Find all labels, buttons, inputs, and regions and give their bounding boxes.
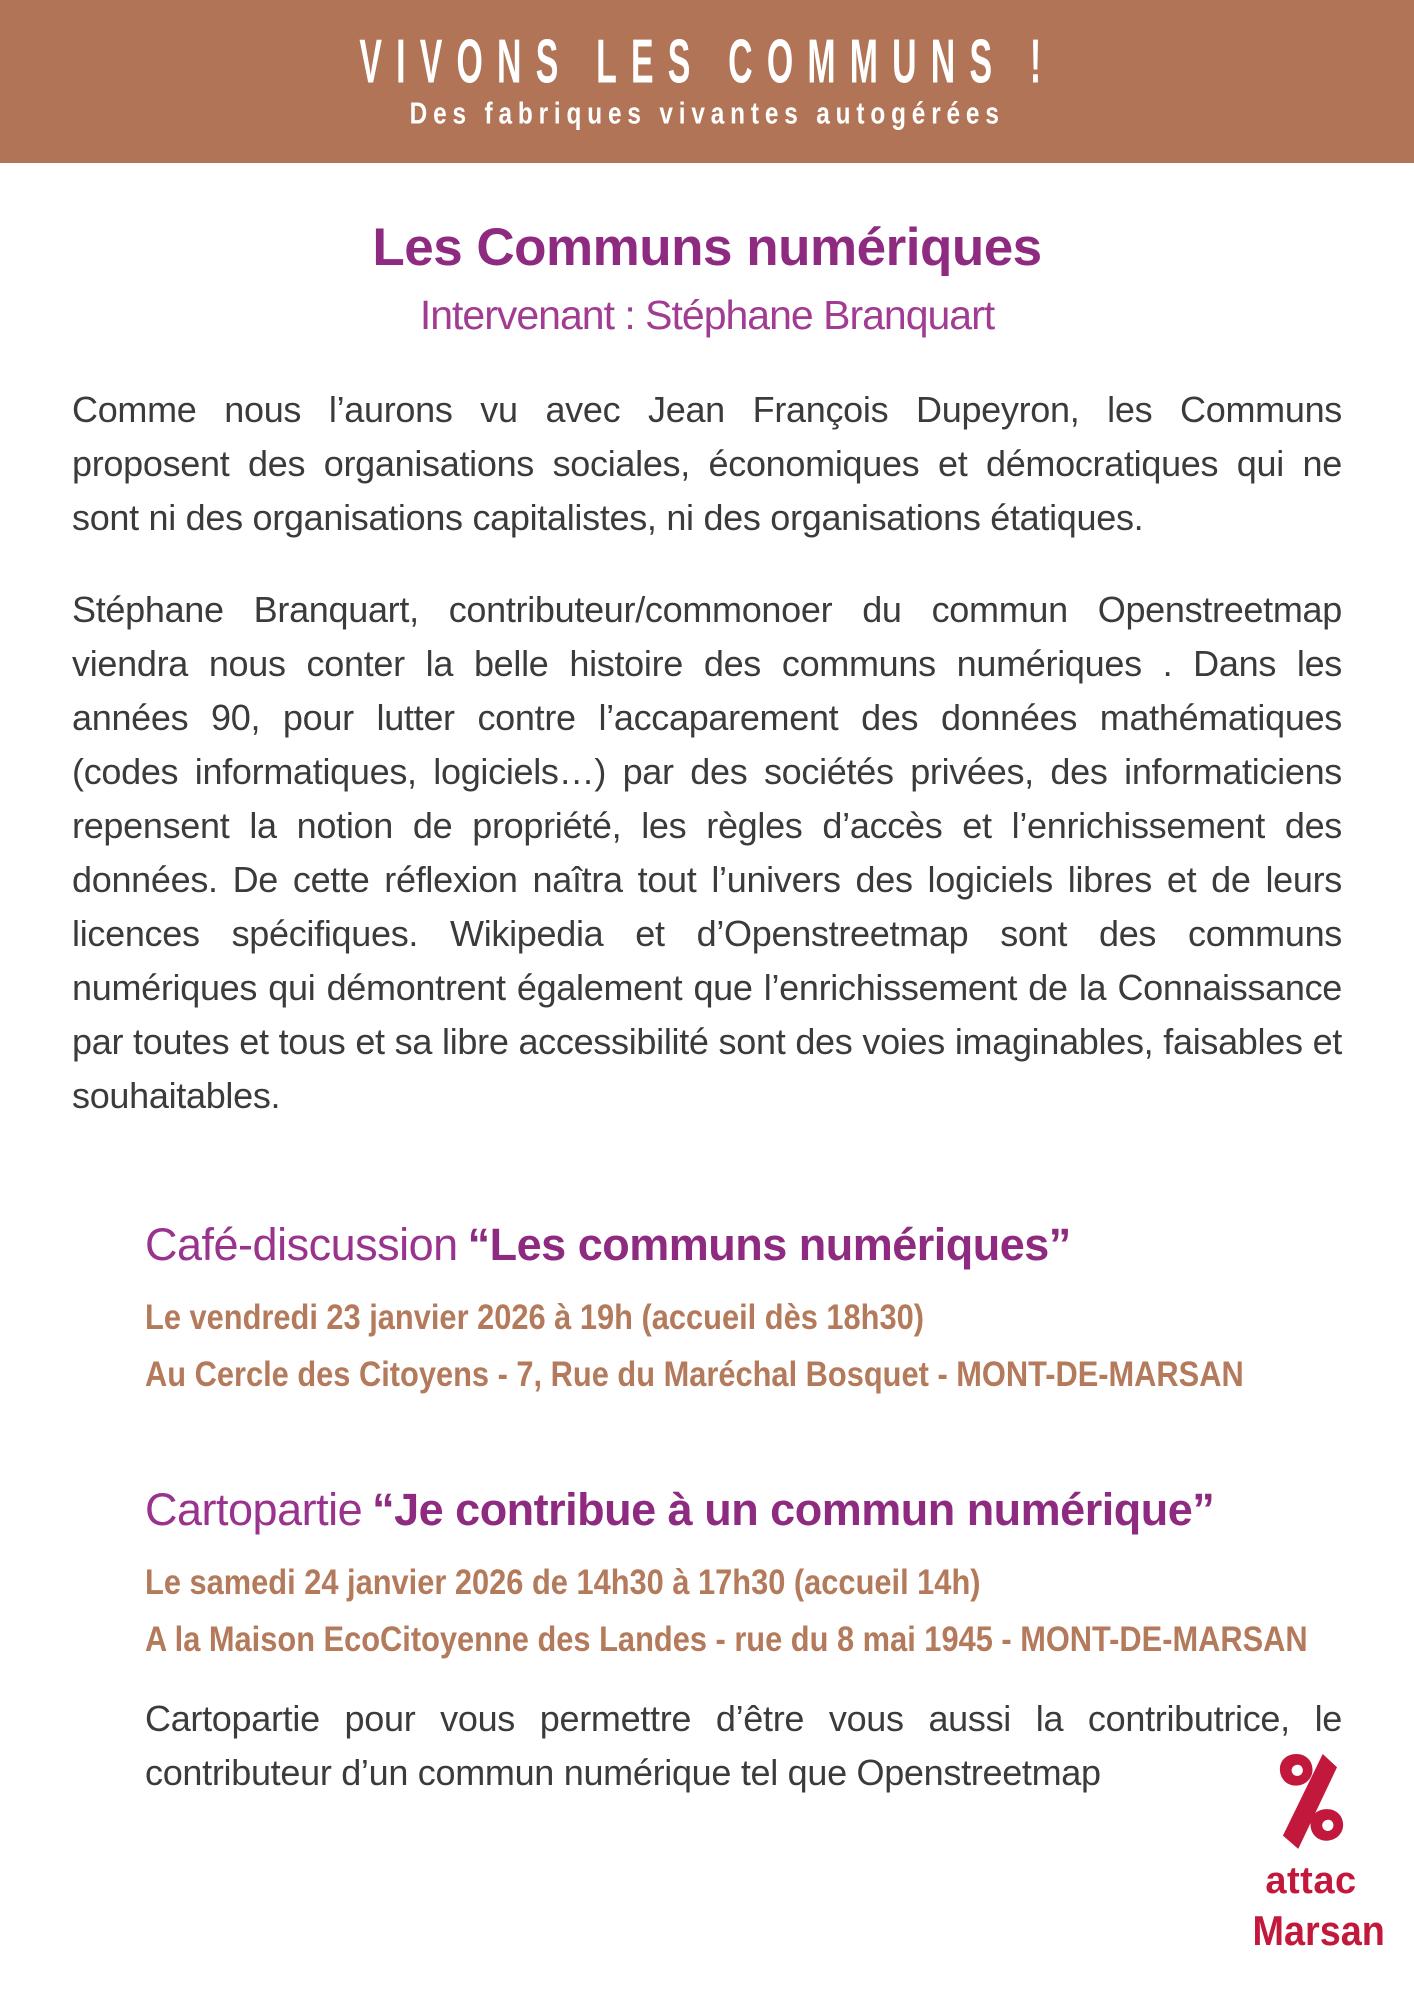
event-location: Au Cercle des Citoyens - 7, Rue du Maréchal Bosquet - MONT-DE-MARSAN [145, 1354, 1244, 1394]
event-cartopartie [145, 1484, 1342, 1799]
intro-paragraph-2: Stéphane Branquart, contributeur/commonoer du commun Openstreetmap viendra nous conter la belle histoire des communs numériques . Dans les années 90, pour lutter contre l’accaparement des données mathématiques (codes informatiques, logiciels…) par des sociétés privées, des informaticiens repensent la notion de propriété, les règles d’accès et l’enrichissement des données. De cette réflexion naîtra tout l’univers des logiciels libres et de leurs licences spécifiques. Wikipedia et d’Openstreetmap sont des communs numériques qui démontrent également que l’enrichissement de la Connaissance par toutes et tous et sa libre accessibilité sont des voies imaginables, faisables et souhaitables. [72, 589, 1342, 1116]
event-kind-label: Cartopartie [145, 1484, 363, 1536]
banner-subtitle: Des fabriques vivantes autogérées [409, 96, 1005, 131]
intro-paragraph-1: Comme nous l’aurons vu avec Jean François Dupeyron, les Communs proposent des organisations sociales, économiques et démocratiques qui ne sont ni des organisations capitalistes, ni des organisations étatiques. [72, 389, 1342, 538]
banner [0, 0, 1414, 163]
page-title: Les Communs numériques [372, 218, 1042, 277]
event-datetime: Le vendredi 23 janvier 2026 à 19h (accueil dès 18h30) [145, 1298, 924, 1337]
event-kind-label: Café-discussion [145, 1219, 458, 1270]
event-title-label: “Je contribue à un commun numérique” [372, 1484, 1215, 1536]
attac-chapter-label: Marsan [1252, 1907, 1385, 1954]
event-datetime: Le samedi 24 janvier 2026 de 14h30 à 17h30 (accueil 14h) [145, 1563, 981, 1603]
event-heading [145, 1484, 1342, 1536]
banner-title: VIVONS LES COMMUNS ! [358, 25, 1055, 95]
event-heading [145, 1219, 1342, 1271]
flyer-content [0, 217, 1414, 1800]
speaker-subtitle: Intervenant : Stéphane Branquart [419, 292, 995, 338]
attac-wordmark: attac [1265, 1860, 1357, 1902]
event-title-label: “Les communs numériques” [467, 1219, 1071, 1270]
event-location: A la Maison EcoCitoyenne des Landes - rue du 8 mai 1945 - MONT-DE-MARSAN [145, 1620, 1308, 1660]
attac-marsan-logo [1246, 1754, 1385, 1954]
event-note: Cartopartie pour vous permettre d’être vous aussi la contributrice, le contributeur d’un commun numérique tel que Openstreetmap [145, 1697, 1342, 1793]
percent-icon [1278, 1754, 1344, 1856]
event-cafe-discussion [145, 1219, 1342, 1396]
